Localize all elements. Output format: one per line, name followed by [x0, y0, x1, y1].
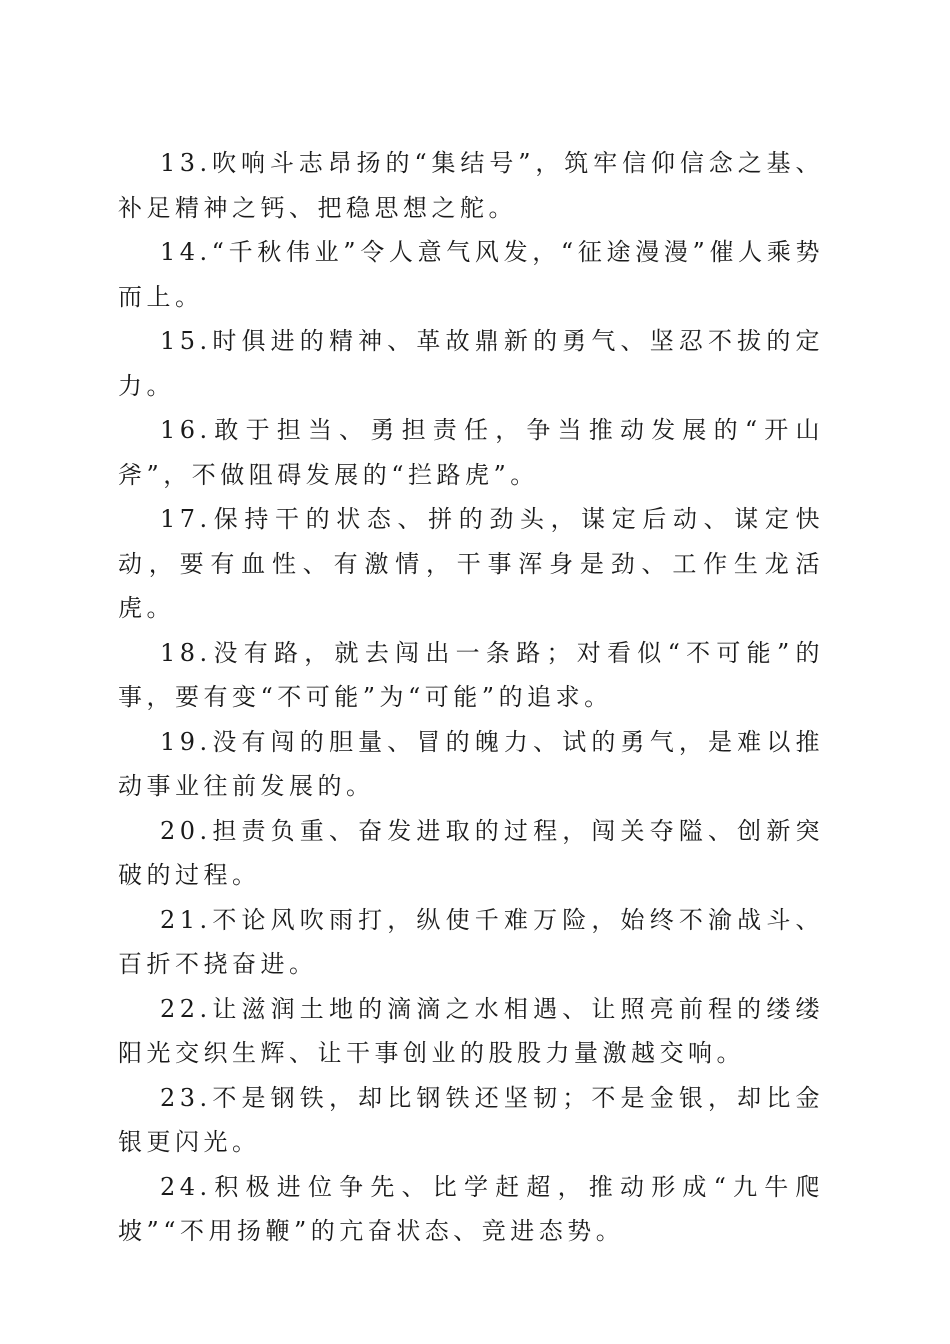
document-body: [118, 141, 824, 1254]
paragraph-21: 21.不论风吹雨打，纵使千难万险，始终不渝战斗、百折不挠奋进。: [118, 905, 824, 978]
paragraph-20: 20.担责负重、奋发进取的过程，闯关夺隘、创新突破的过程。: [118, 816, 824, 889]
paragraph-19: 19.没有闯的胆量、冒的魄力、试的勇气，是难以推动事业往前发展的。: [118, 727, 824, 800]
paragraph-15: 15.时俱进的精神、革故鼎新的勇气、坚忍不拔的定力。: [118, 327, 824, 400]
paragraph-16: 16.敢于担当、勇担责任，争当推动发展的“开山斧”，不做阻碍发展的“拦路虎”。: [118, 416, 824, 489]
paragraph-24: 24.积极进位争先、比学赶超，推动形成“九牛爬坡”“不用扬鞭”的亢奋状态、竞进态势。: [118, 1172, 824, 1245]
paragraph-17: 17.保持干的状态、拼的劲头，谋定后动、谋定快动，要有血性、有激情，干事浑身是劲、工作生龙活虎。: [118, 505, 824, 622]
paragraph-22: 22.让滋润土地的滴滴之水相遇、让照亮前程的缕缕阳光交织生辉、让干事创业的股股力量激越交响。: [118, 994, 824, 1067]
paragraph-23: 23.不是钢铁，却比钢铁还坚韧；不是金银，却比金银更闪光。: [118, 1083, 824, 1156]
paragraph-13: 13.吹响斗志昂扬的“集结号”，筑牢信仰信念之基、补足精神之钙、把稳思想之舵。: [118, 149, 824, 222]
paragraph-18: 18.没有路，就去闯出一条路；对看似“不可能”的事，要有变“不可能”为“可能”的追求。: [118, 638, 824, 711]
paragraph-14: 14.“千秋伟业”令人意气风发，“征途漫漫”催人乘势而上。: [118, 238, 824, 311]
